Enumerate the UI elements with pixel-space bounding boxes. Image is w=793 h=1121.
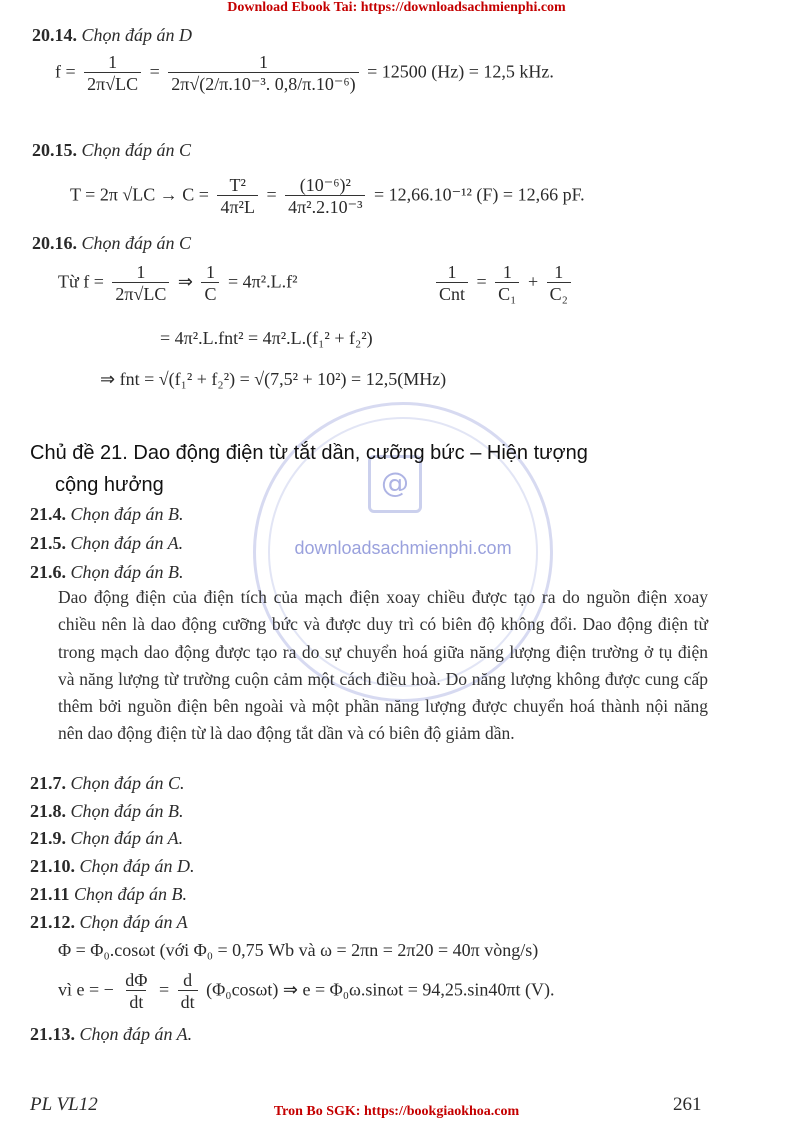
numerator: d [183, 970, 193, 990]
list-item [30, 853, 195, 881]
denominator: 4π²L [217, 195, 257, 218]
q-number: 21.12. [30, 911, 75, 932]
fraction-1-over-2pi-sqrt-lc [84, 52, 141, 95]
answers-list-a [30, 500, 184, 587]
q-number: 20.15. [32, 140, 77, 160]
fraction-dphi-dt [122, 970, 150, 1013]
list-item [30, 825, 195, 853]
list-item [30, 909, 195, 937]
plus: + [527, 271, 539, 292]
q-answer: Chọn đáp án B. [70, 562, 184, 582]
implies-arrow: ⇒ [177, 271, 193, 292]
q-21-12-formula-1: Φ = Φ₀.cosωt (với Φ₀ = 0,75 Wb và ω = 2πn = 2π20 = 40π vòng/s) [58, 940, 539, 960]
denominator: C [201, 282, 219, 305]
q-answer: Chọn đáp án B. [74, 883, 188, 904]
numerator: 1 [136, 262, 146, 282]
q-number: 21.6. [30, 562, 66, 582]
q-number: 21.9. [30, 828, 66, 849]
equals: = [149, 61, 160, 82]
list-item [30, 770, 195, 798]
answers-list-b [30, 770, 195, 936]
q-number: 21.4. [30, 504, 66, 524]
q-answer: Chọn đáp án A. [79, 1024, 193, 1044]
section-heading-21 [30, 437, 720, 501]
formula-lhs: T = 2π √LC → C = [70, 184, 209, 205]
equals: = [476, 271, 487, 292]
fraction-substituted [285, 175, 365, 218]
list-item [30, 500, 184, 529]
q-number: 21.13. [30, 1024, 75, 1044]
fraction-t2-over-4pi2l [217, 175, 257, 218]
book-at-icon: @ [368, 455, 422, 513]
formula-lhs: f = [55, 61, 76, 82]
numerator: T² [229, 175, 246, 195]
numerator: (10⁻⁶)² [299, 175, 351, 195]
list-item [30, 558, 184, 587]
q-answer: Chọn đáp án C. [70, 773, 185, 793]
q-20-15-formula [70, 175, 585, 218]
q-20-16-heading [32, 233, 191, 254]
q-20-14-formula [55, 52, 554, 95]
equals: = [158, 979, 170, 1000]
q-20-14-heading [32, 25, 192, 46]
denominator: dt [178, 990, 198, 1013]
numerator: 1 [258, 52, 268, 72]
numerator: 1 [502, 262, 512, 282]
q-answer: Chọn đáp án D [81, 25, 193, 45]
footer-link[interactable]: Tron Bo SGK: https://bookgiaokhoa.com [273, 1104, 520, 1119]
denominator: 4π².2.10⁻³ [285, 195, 365, 218]
fraction-1-over-c1 [495, 262, 519, 305]
denominator: Cnt [436, 282, 468, 305]
page-number: 261 [673, 1094, 702, 1115]
fraction-substituted [168, 52, 358, 95]
q-number: 21.11 [30, 883, 70, 904]
list-item [30, 529, 184, 558]
formula-result: = 12,66.10⁻¹² (F) = 12,66 pF. [373, 184, 585, 205]
q-20-16-series-capacitor [432, 262, 575, 305]
explanation-paragraph: Dao động điện của điện tích của mạch điện xoay chiều được tạo ra do nguồn điện xoay chiều nên là dao động cưỡng bức và được duy trì có biên độ không đổi. Dao động điện từ trong mạch dao động được tạo ra do sự chuyển hoá giữa năng lượng điện trường ở tụ điện và năng lượng từ trường cuộn cảm một cách điều hoà. Do năng lượng không được cung cấp thêm bởi nguồn điện bên ngoài và một phần năng lượng được chuyển hoá thành nội năng nên dao động điện từ là dao động tắt dần và có biên độ giảm dần. [58, 587, 708, 744]
denominator: C₁ [495, 282, 519, 305]
download-header-link[interactable]: Download Ebook Tai: https://downloadsachmienphi.com [227, 0, 566, 15]
formula-rhs: (Φ₀cosωt) ⇒ e = Φ₀ω.sinωt = 94,25.sin40πt (V). [206, 979, 555, 1000]
q-20-16-formula-2: = 4π².L.fnt² = 4π².L.(f₁² + f₂²) [160, 328, 373, 348]
q-20-15-heading [32, 140, 191, 161]
numerator: 1 [447, 262, 457, 282]
denominator: C₂ [547, 282, 571, 305]
q-number: 21.5. [30, 533, 66, 553]
q-answer: Chọn đáp án A [79, 911, 188, 932]
list-item [30, 798, 195, 826]
list-item [30, 881, 195, 909]
q-number: 20.16. [32, 233, 77, 253]
denominator: 2π√(2/π.10⁻³. 0,8/π.10⁻⁶) [168, 72, 358, 95]
q-answer: Chọn đáp án C [81, 140, 192, 160]
equals: = [266, 184, 277, 205]
q-number: 20.14. [32, 25, 77, 45]
section-title-line-1: Chủ đề 21. Dao động điện từ tắt dần, cưỡng bức – Hiện tượng [30, 442, 588, 464]
fraction-1-over-cnt [436, 262, 468, 305]
formula-lhs: Từ f = [58, 271, 104, 292]
denominator: dt [126, 990, 146, 1013]
denominator: 2π√LC [112, 282, 169, 305]
book-code: PL VL12 [30, 1094, 98, 1115]
fraction-1-over-c2 [547, 262, 571, 305]
fraction-d-dt [178, 970, 198, 1013]
q-20-16-formula-1 [58, 262, 298, 305]
numerator: 1 [108, 52, 118, 72]
formula-result: = 12500 (Hz) = 12,5 kHz. [367, 61, 554, 82]
q-answer: Chọn đáp án C [81, 233, 192, 253]
fraction-1-over-2pi-sqrt-lc [112, 262, 169, 305]
q-answer: Chọn đáp án B. [70, 800, 184, 821]
q-21-13-heading [30, 1024, 192, 1045]
q-number: 21.8. [30, 800, 66, 821]
q-number: 21.7. [30, 773, 66, 793]
q-21-12-formula-2 [58, 970, 555, 1013]
q-answer: Chọn đáp án A. [70, 533, 184, 553]
watermark-text: downloadsachmienphi.com [294, 538, 512, 558]
q-20-16-formula-3: ⇒ fnt = √(f₁² + f₂²) = √(7,5² + 10²) = 12,5(MHz) [100, 369, 447, 389]
numerator: 1 [205, 262, 215, 282]
q-number: 21.10. [30, 856, 75, 877]
numerator: 1 [554, 262, 564, 282]
fraction-1-over-c [201, 262, 219, 305]
q-answer: Chọn đáp án A. [70, 828, 184, 849]
section-title-line-2: cộng hưởng [55, 474, 164, 496]
q-answer: Chọn đáp án D. [79, 856, 195, 877]
formula-rhs: = 4π².L.f² [227, 271, 298, 292]
formula-lhs: vì e = − [58, 979, 114, 1000]
denominator: 2π√LC [84, 72, 141, 95]
q-answer: Chọn đáp án B. [70, 504, 184, 524]
numerator: dΦ [125, 970, 148, 990]
